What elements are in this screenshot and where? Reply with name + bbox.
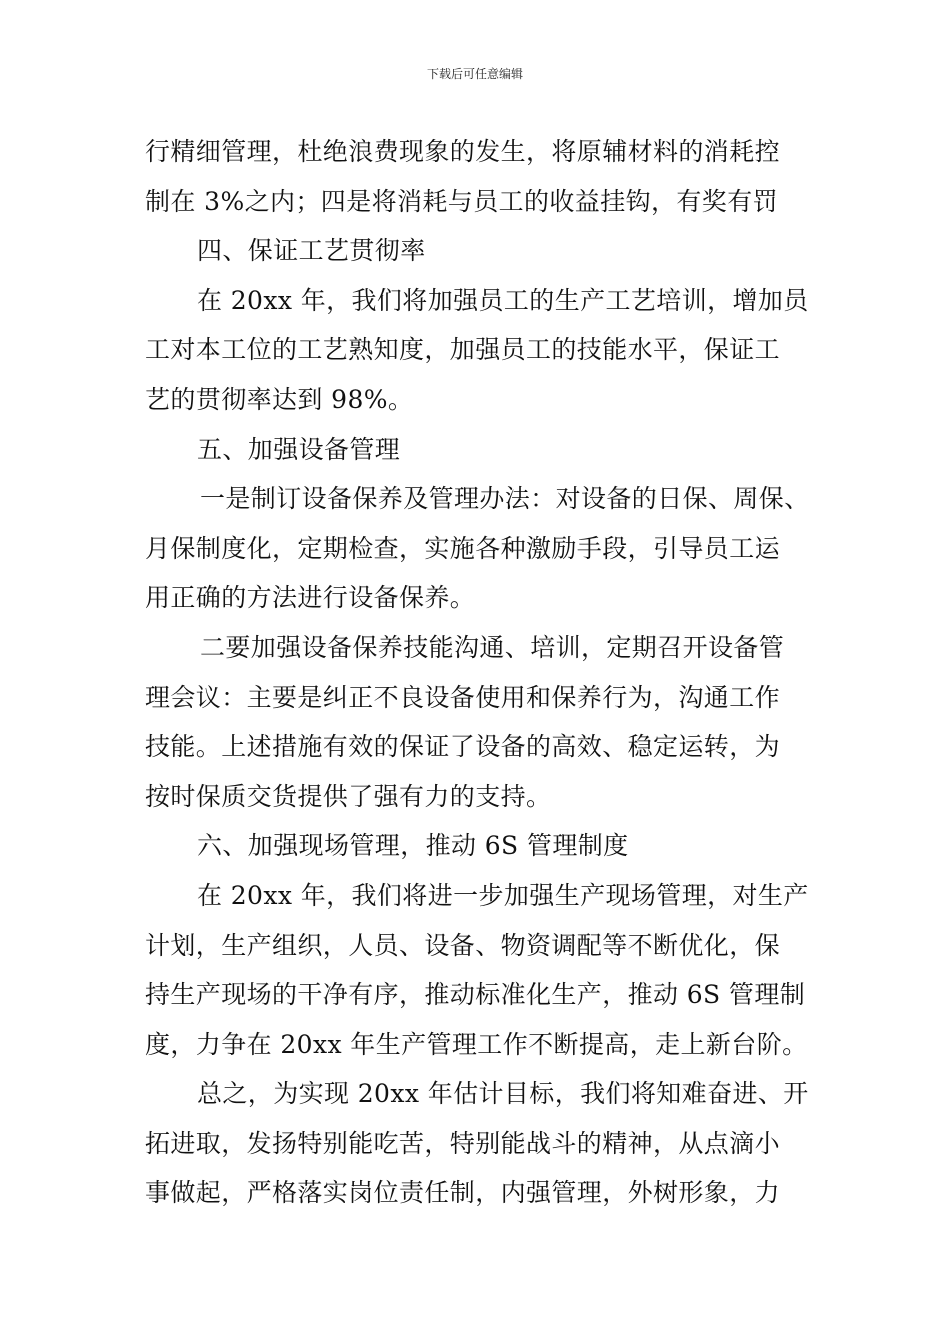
section-heading: 四、保证工艺贯彻率 <box>197 236 426 266</box>
text-line: 总之，为实现 20xx 年估计目标，我们将知难奋进、开 <box>197 1079 809 1109</box>
text-line: 制在 3%之内；四是将消耗与员工的收益挂钩，有奖有罚 <box>145 186 779 216</box>
text-line: 持生产现场的干净有序，推动标准化生产，推动 6S 管理制 <box>145 980 806 1010</box>
document-body <box>145 127 825 1218</box>
text-line: 一是制订设备保养及管理办法：对设备的日保、周保、 <box>200 484 810 514</box>
text-line: 事做起，严格落实岗位责任制，内强管理，外树形象，力 <box>145 1178 781 1208</box>
text-line: 拓进取，发扬特别能吃苦，特别能战斗的精神，从点滴小 <box>145 1128 781 1158</box>
section-heading: 六、加强现场管理，推动 6S 管理制度 <box>197 831 629 861</box>
text-line: 理会议：主要是纠正不良设备使用和保养行为，沟通工作 <box>145 682 781 712</box>
page-header-note: 下载后可任意编辑 <box>426 67 523 81</box>
section-heading: 五、加强设备管理 <box>197 434 401 464</box>
text-line: 按时保质交货提供了强有力的支持。 <box>145 781 552 811</box>
text-line: 用正确的方法进行设备保养。 <box>145 583 476 613</box>
text-line: 艺的贯彻率达到 98%。 <box>145 384 414 414</box>
text-line: 技能。上述措施有效的保证了设备的高效、稳定运转，为 <box>145 732 781 762</box>
text-line: 工对本工位的工艺熟知度，加强员工的技能水平，保证工 <box>145 335 781 365</box>
text-line: 二要加强设备保养技能沟通、培训，定期召开设备管 <box>200 632 785 662</box>
text-line: 月保制度化，定期检查，实施各种激励手段，引导员工运 <box>145 533 781 563</box>
text-line: 行精细管理，杜绝浪费现象的发生，将原辅材料的消耗控 <box>145 137 781 166</box>
text-line: 度，力争在 20xx 年生产管理工作不断提高，走上新台阶。 <box>145 1029 808 1059</box>
text-line: 在 20xx 年，我们将进一步加强生产现场管理，对生产 <box>197 880 809 910</box>
text-line: 计划，生产组织，人员、设备、物资调配等不断优化，保 <box>145 930 781 960</box>
text-line: 在 20xx 年，我们将加强员工的生产工艺培训，增加员 <box>197 285 809 315</box>
